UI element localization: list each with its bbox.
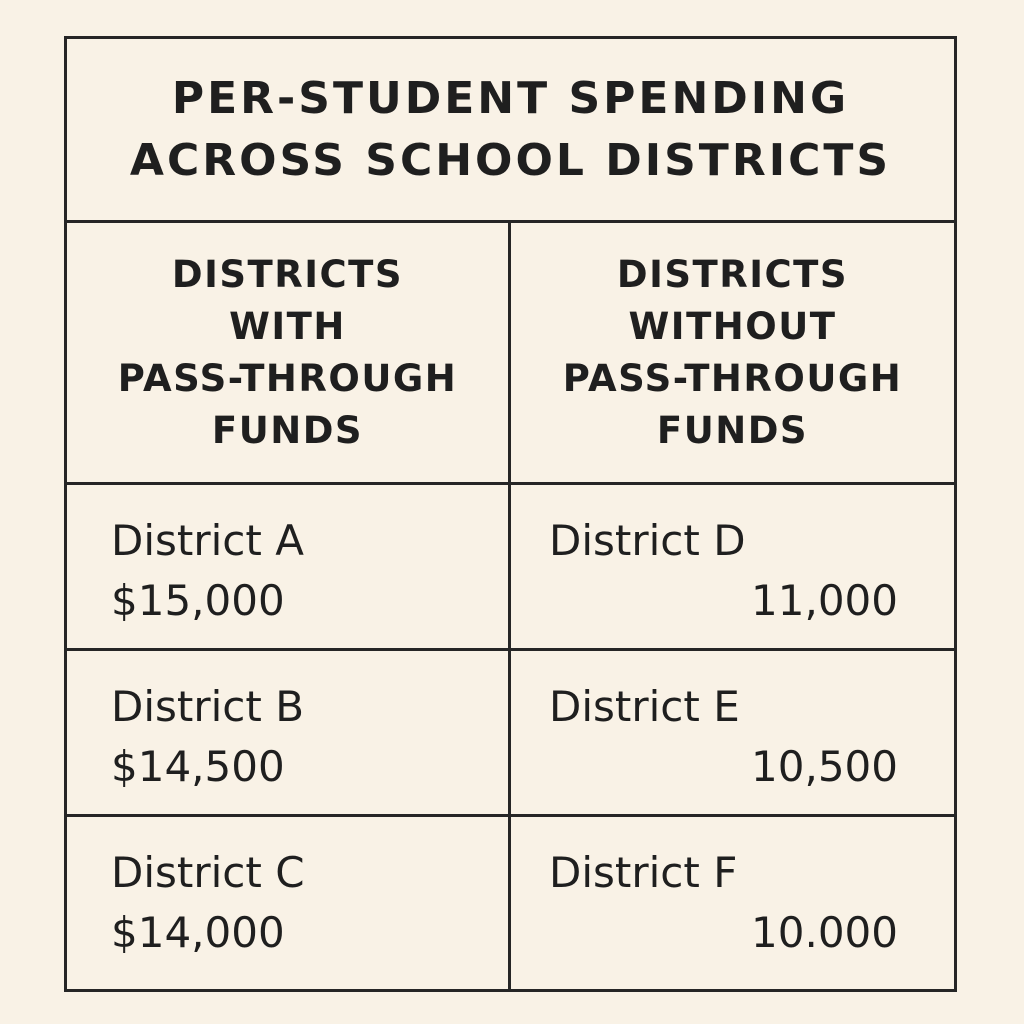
table-cell-district-a — [67, 485, 511, 651]
spending-value: 10,500 — [751, 742, 898, 791]
district-name: District B — [111, 682, 305, 731]
spending-value: $14,500 — [111, 742, 285, 791]
district-name: District D — [549, 516, 746, 565]
district-name: District F — [549, 848, 738, 897]
column-header-with-pass-through — [67, 223, 511, 485]
table-cell-district-c — [67, 817, 511, 989]
table-title-cell — [67, 39, 954, 223]
column-header-without-pass-through — [511, 223, 954, 485]
district-name: District E — [549, 682, 740, 731]
table-cell-district-f — [511, 817, 954, 989]
spending-value: $15,000 — [111, 576, 285, 625]
spending-table — [64, 36, 957, 992]
column-header-label: DISTRICTS WITHOUT PASS-THROUGH FUNDS — [562, 252, 903, 452]
spending-value: 10.000 — [751, 908, 898, 957]
spending-value: $14,000 — [111, 908, 285, 957]
district-name: District A — [111, 516, 304, 565]
column-header-label: DISTRICTS WITH PASS-THROUGH FUNDS — [117, 252, 458, 452]
spending-value: 11,000 — [751, 576, 898, 625]
district-name: District C — [111, 848, 305, 897]
table-cell-district-b — [67, 651, 511, 817]
table-cell-district-d — [511, 485, 954, 651]
table-cell-district-e — [511, 651, 954, 817]
table-title: PER-STUDENT SPENDING ACROSS SCHOOL DISTRICTS — [129, 72, 892, 186]
